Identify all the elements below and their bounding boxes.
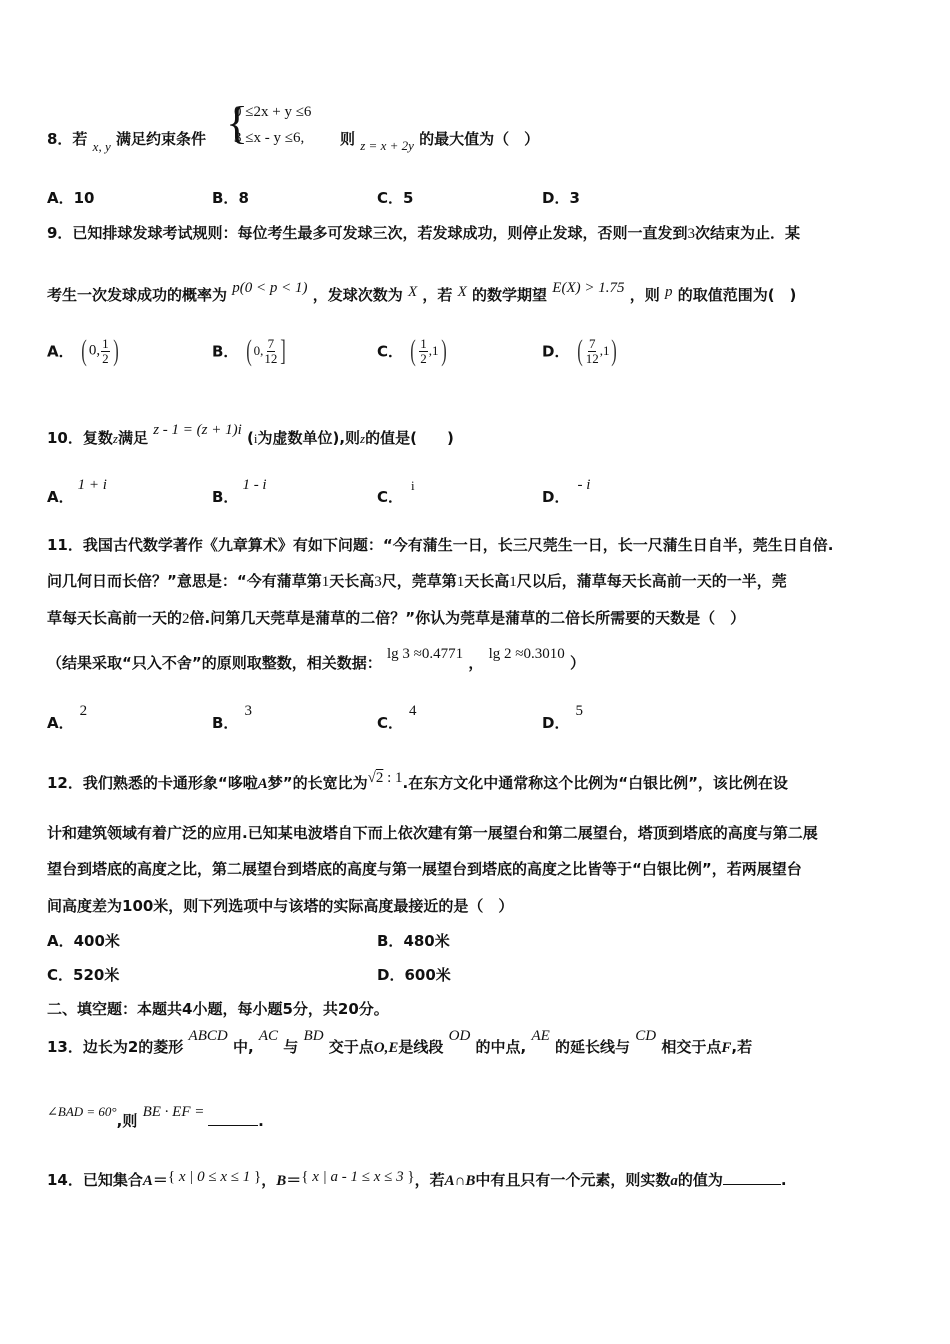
q14-answer-blank[interactable] (723, 1172, 781, 1185)
q8-constraint-2: 3 ≤x - y ≤6, (234, 130, 305, 146)
q8-option-d[interactable]: D．3 (542, 189, 580, 207)
q11-option-d[interactable]: D．5 (542, 703, 583, 732)
q9-option-b[interactable]: B． ( 0, $\frac{7}{12}$ ] (212, 334, 287, 367)
q11-lg2: lg 2 ≈0.3010 (488, 646, 565, 662)
q12-line-2: 计和建筑领域有着广泛的应用.已知某电波塔自下而上依次建有第一展望台和第二展望台，塔顶到塔底的高度与第二展 (47, 824, 818, 842)
q11-option-c[interactable]: C．4 (377, 703, 417, 732)
q12-option-d[interactable]: D．600米 (377, 966, 451, 984)
q10-option-c[interactable]: C．i (377, 478, 415, 506)
q8-option-b[interactable]: B．8 (212, 189, 249, 207)
q10-option-d[interactable]: D．- i (542, 477, 591, 506)
q12-ratio: √2 : 1 (367, 770, 403, 786)
q14-set-b: { x | a - 1 ≤ x ≤ 3 } (301, 1169, 415, 1185)
q9-option-c[interactable]: C． ( $\frac{1}{2}$ ,1) (377, 334, 447, 367)
q9-option-d[interactable]: D． ( $\frac{7}{12}$ ,1) (542, 334, 618, 367)
q11-line-2: 问几何日而长倍？”意思是：“今有蒲草第1天长高3尺，莞草第1天长高1尺以后，蒲草每天长高前一天的一半，莞 (47, 572, 787, 590)
q9-option-a[interactable]: A． ( 0, $\frac{1}{2}$ ) (47, 334, 119, 367)
q11-option-a[interactable]: A．2 (47, 703, 88, 732)
q12-line-4: 间高度差为100米，则下列选项中与该塔的实际高度最接近的是（ ） (47, 897, 514, 915)
q13-dot-product: BE · EF = (142, 1104, 209, 1120)
q12-option-a[interactable]: A．400米 (47, 932, 120, 950)
q8-objective: z = x + 2y (360, 138, 414, 153)
q11-line-1: 11．我国古代数学著作《九章算术》有如下问题：“今有蒲生一日，长三尺莞生一日，长一尺蒲生日自半，莞生日自倍. (47, 536, 834, 554)
q12-option-c[interactable]: C．520米 (47, 966, 120, 984)
q11-line-3: 草每天长高前一天的2倍.问第几天莞草是蒲草的二倍？”你认为莞草是蒲草的二倍长所需要的天数是（ ） (47, 609, 746, 627)
q8-constraint-1: 0 ≤2x + y ≤6 (234, 104, 312, 120)
q11-option-b[interactable]: B．3 (212, 703, 252, 732)
section-heading: 二、填空题：本题共4小题，每小题5分，共20分。 (47, 1000, 389, 1018)
q11-lg3: lg 3 ≈0.4771 (386, 646, 464, 662)
q12-option-b[interactable]: B．480米 (377, 932, 450, 950)
q8-brace: { (226, 97, 249, 148)
q13-angle: ∠BAD = 60° (47, 1104, 117, 1119)
q13-line-2: ∠BAD = 60°,则 BE · EF = . (47, 1104, 264, 1130)
q14-set-a: { x | 0 ≤ x ≤ 1 } (167, 1169, 262, 1185)
q14-stem: 14．已知集合A＝{ x | 0 ≤ x ≤ 1 }，B＝{ x | a - 1 ≤ x ≤ 3 }，若A∩B中有且只有一个元素，则实数a的值为 . (47, 1169, 787, 1189)
q10-equation: z - 1 = (z + 1)i (153, 422, 242, 438)
q11-line-4: （结果采取“只入不舍”的原则取整数，相关数据： lg 3 ≈0.4771 ， lg 2 ≈0.3010 ） (47, 646, 586, 672)
q8-option-c[interactable]: C．5 (377, 189, 414, 207)
q9-line-2: 考生一次发球成功的概率为 p(0 < p < 1) ，发球次数为 X ，若 X 的数学期望 E(X) > 1.75 ，则 p 的取值范围为( ) (47, 280, 797, 304)
q13-line-1: 13．边长为2的菱形 ABCD 中, AC 与 BD 交于点O,E是线段 OD 的中点, AE 的延长线与 CD 相交于点F,若 (47, 1028, 753, 1056)
q12-line-3: 望台到塔底的高度之比，第二展望台到塔底的高度与第一展望台到塔底的高度之比皆等于“白银比例”，若两展望台 (47, 860, 802, 878)
q8-option-a[interactable]: A．10 (47, 189, 95, 207)
q10-option-a[interactable]: A．1 + i (47, 477, 107, 506)
q8-stem-tail: 则 z = x + 2y 的最大值为（ ） (340, 130, 540, 153)
q9-expectation: E(X) > 1.75 (552, 280, 625, 296)
q10-stem: 10．复数z满足 z - 1 = (z + 1)i (i为虚数单位),则z的值是( ) (47, 422, 454, 447)
q12-line-1: 12．我们熟悉的卡通形象“哆啦A梦”的长宽比为√2 : 1.在东方文化中通常称这个比例为“白银比例”，该比例在设 (47, 770, 788, 792)
q8-stem: 8．若 x, y 满足约束条件 (47, 130, 206, 154)
q10-option-b[interactable]: B．1 - i (212, 477, 267, 506)
q9-line-1: 9．已知排球发球考试规则：每位考生最多可发球三次，若发球成功，则停止发球，否则一直发到3次结束为止．某 (47, 224, 800, 242)
q8-vars: x, y (92, 139, 111, 154)
q13-answer-blank[interactable] (208, 1113, 258, 1126)
q9-p-range: p(0 < p < 1) (232, 280, 308, 296)
